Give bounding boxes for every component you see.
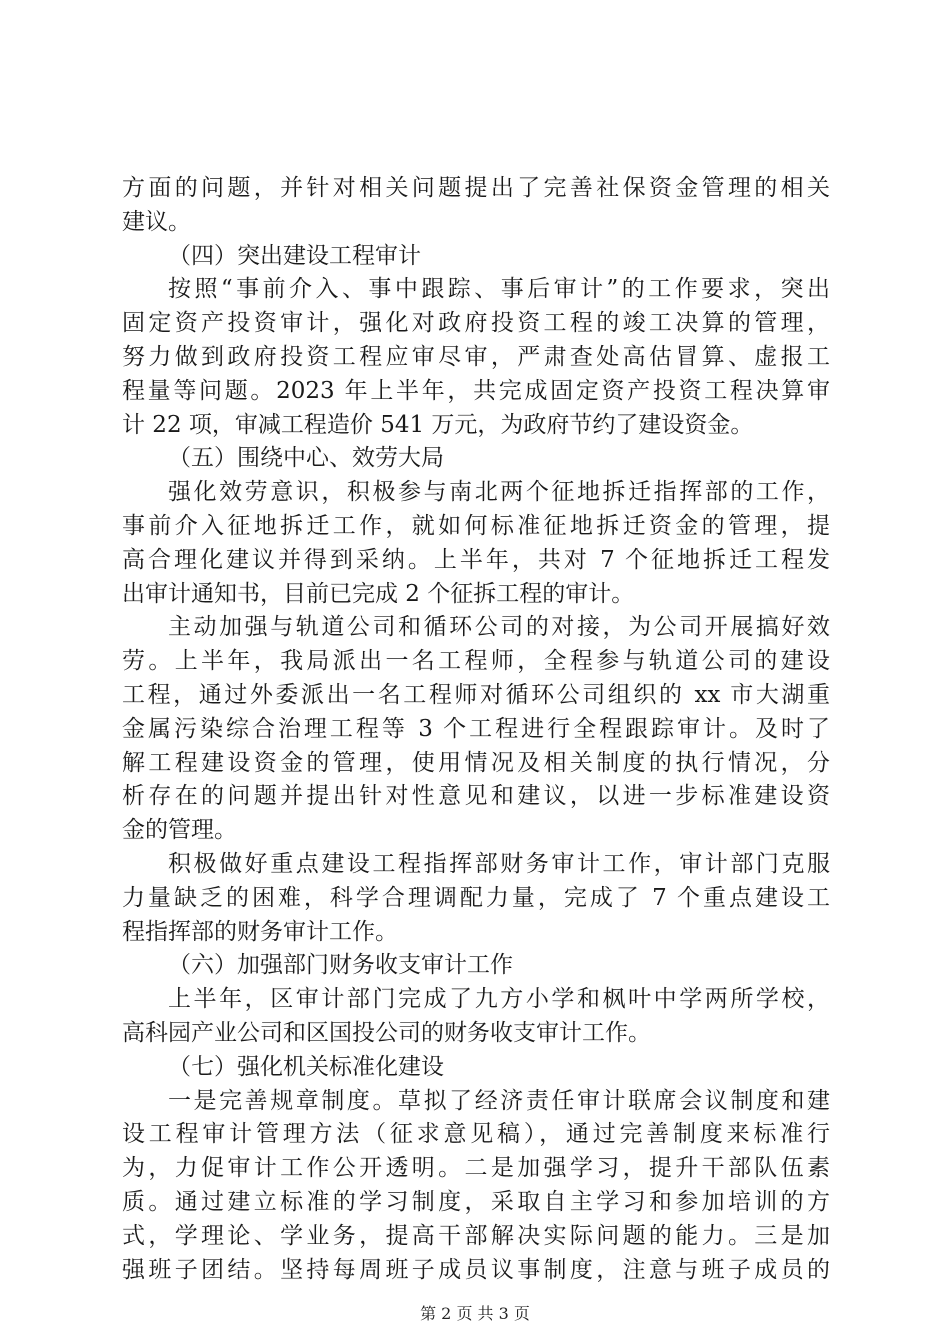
section-heading: （五）围绕中心、效劳大局 <box>168 445 444 472</box>
paragraph-line: 事前介入征地拆迁工作，就如何标准征地拆迁资金的管理，提 <box>122 512 830 539</box>
paragraph-line: 力量缺乏的困难，科学合理调配力量，完成了 7 个重点建设工 <box>122 884 830 911</box>
paragraph-line: 方面的问题，并针对相关问题提出了完善社保资金管理的相关 <box>122 175 830 201</box>
section-heading: （四）突出建设工程审计 <box>168 242 421 269</box>
paragraph-line: 努力做到政府投资工程应审尽审，严肃查处高估冒算、虚报工 <box>122 343 830 370</box>
section-heading: （七）强化机关标准化建设 <box>168 1053 444 1080</box>
paragraph-line: 建议。 <box>122 208 191 235</box>
paragraph-line: 劳。上半年，我局派出一名工程师，全程参与轨道公司的建设 <box>122 648 830 675</box>
page-footer: 第 2 页 共 3 页 <box>420 1304 530 1323</box>
paragraph-line: 计 22 项，审减工程造价 541 万元，为政府节约了建设资金。 <box>122 411 754 438</box>
paragraph-line: 解工程建设资金的管理，使用情况及相关制度的执行情况，分 <box>122 749 830 776</box>
paragraph-line: 高科园产业公司和区国投公司的财务收支审计工作。 <box>122 1019 651 1046</box>
paragraph-line: 质。通过建立标准的学习制度，采取自主学习和参加培训的方 <box>122 1188 830 1215</box>
paragraph-line: 一是完善规章制度。草拟了经济责任审计联席会议制度和建 <box>168 1087 830 1114</box>
paragraph-line: 式，学理论、学业务，提高干部解决实际问题的能力。三是加 <box>122 1222 830 1249</box>
paragraph-line: 上半年，区审计部门完成了九方小学和枫叶中学两所学校， <box>168 986 830 1013</box>
document-body <box>122 172 830 1287</box>
paragraph-line: 金属污染综合治理工程等 3 个工程进行全程跟踪审计。及时了 <box>122 715 830 742</box>
paragraph-line: 设工程审计管理方法（征求意见稿），通过完善制度来标准行 <box>122 1121 830 1148</box>
paragraph-line: 积极做好重点建设工程指挥部财务审计工作，审计部门克服 <box>168 850 830 877</box>
paragraph-line: 高合理化建议并得到采纳。上半年，共对 7 个征地拆迁工程发 <box>122 546 830 573</box>
paragraph-line: 出审计通知书，目前已完成 2 个征拆工程的审计。 <box>122 580 635 607</box>
paragraph-line: 程指挥部的财务审计工作。 <box>122 918 398 945</box>
section-heading: （六）加强部门财务收支审计工作 <box>168 952 513 979</box>
paragraph-line: 固定资产投资审计，强化对政府投资工程的竣工决算的管理， <box>122 310 830 337</box>
paragraph-line: 按照“事前介入、事中跟踪、事后审计”的工作要求，突出 <box>168 276 830 303</box>
paragraph-line: 强化效劳意识，积极参与南北两个征地拆迁指挥部的工作， <box>168 479 830 506</box>
paragraph-line: 工程，通过外委派出一名工程师对循环公司组织的 xx 市大湖重 <box>122 681 830 708</box>
paragraph-line: 程量等问题。2023 年上半年，共完成固定资产投资工程决算审 <box>122 377 830 404</box>
paragraph-line: 为，力促审计工作公开透明。二是加强学习，提升干部队伍素 <box>122 1155 830 1182</box>
paragraph-line: 强班子团结。坚持每周班子成员议事制度，注意与班子成员的 <box>122 1256 830 1283</box>
paragraph-line: 金的管理。 <box>122 817 237 844</box>
paragraph-line: 析存在的问题并提出针对性意见和建议，以进一步标准建设资 <box>122 783 830 810</box>
paragraph-line: 主动加强与轨道公司和循环公司的对接，为公司开展搞好效 <box>168 614 830 641</box>
